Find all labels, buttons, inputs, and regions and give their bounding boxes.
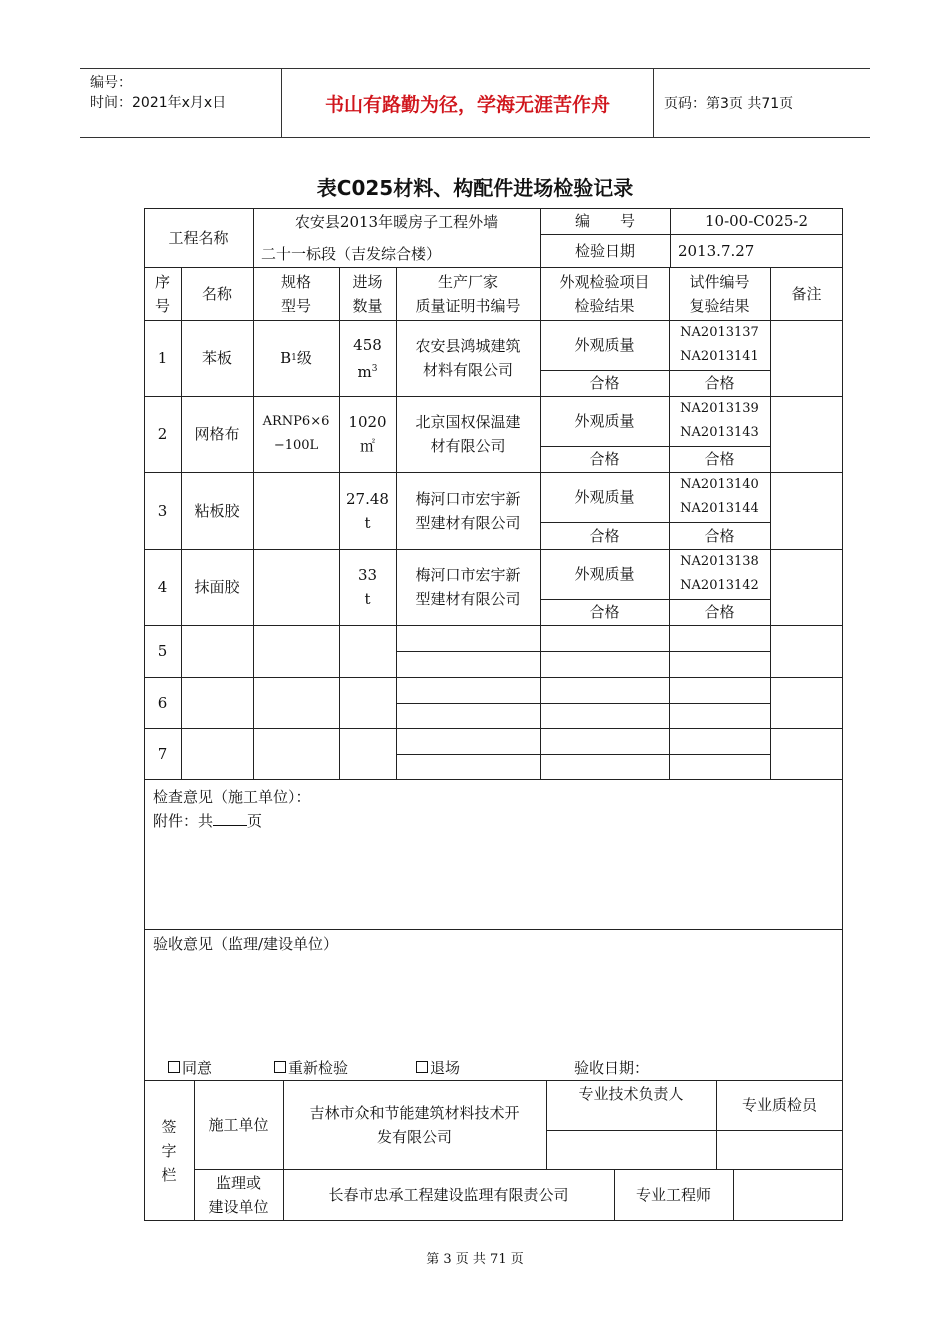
row-spec-main: ARNP6×6 [262, 414, 330, 429]
row-maker-line1: 北京国权保温建 [415, 413, 521, 431]
header-motto: 书山有路勤为径，学海无涯苦作舟 [324, 93, 610, 116]
row-sample-id: NA2013144 [680, 501, 759, 516]
grid-line [144, 677, 843, 678]
grid-line [396, 754, 770, 755]
col-header-sample [669, 267, 770, 320]
acceptance-date-label: 验收日期： [574, 1059, 650, 1077]
supervision-unit-name: 长春市忠承工程建设监理有限责公司 [328, 1186, 569, 1204]
row-material-name: 网格布 [194, 425, 240, 443]
header-page-info: 页码：第3页 共71页 [664, 96, 794, 112]
page-header [80, 68, 870, 138]
row-inspect-result: 合格 [589, 603, 620, 621]
col-header-maker-line1: 生产厂家 [437, 272, 498, 291]
col-header-seq-line1: 序 [154, 272, 170, 291]
row-inspect-item: 外观质量 [574, 336, 635, 354]
row-sample-ids [669, 549, 770, 599]
attachment-prefix: 附件：共 [153, 812, 214, 830]
row-maker-line2: 材料有限公司 [422, 361, 513, 379]
header-divider [653, 69, 654, 137]
col-header-sample-line1: 试件编号 [689, 272, 750, 291]
row-qty [339, 396, 396, 472]
col-header-seq [144, 267, 181, 320]
signature-label-char: 栏 [161, 1165, 177, 1184]
row-sample-ids [669, 320, 770, 370]
col-header-inspect-line1: 外观检验项目 [559, 272, 650, 291]
row-sample-id: NA2013141 [680, 349, 759, 364]
construction-unit-name-line2: 发有限公司 [376, 1127, 452, 1146]
col-header-spec-line2: 型号 [280, 296, 311, 315]
col-header-maker-line2: 质量证明书编号 [415, 296, 521, 315]
row-qty-value: 27.48 [346, 489, 389, 508]
row-sample-id: NA2013137 [680, 325, 759, 340]
row-spec [253, 320, 339, 396]
grid-line [144, 625, 843, 626]
row-sample-ids [669, 396, 770, 446]
row-maker-line2: 型建材有限公司 [415, 513, 521, 532]
row-inspect-item: 外观质量 [574, 488, 635, 506]
number-value: 10-00-C025-2 [704, 212, 809, 230]
project-name-label: 工程名称 [168, 228, 229, 247]
col-header-qty-line1: 进场 [352, 272, 383, 291]
row-inspect-result: 合格 [589, 450, 620, 468]
col-header-spec-line1: 规格 [280, 272, 311, 291]
row-maker [396, 549, 540, 625]
attachment-count-blank[interactable] [213, 811, 247, 826]
option-return[interactable] [416, 1056, 460, 1080]
row-spec-tail: 级 [296, 349, 312, 367]
row-material-name: 粘板胶 [194, 501, 240, 520]
grid-line [546, 1130, 843, 1131]
qc-inspector-label: 专业质检员 [741, 1096, 817, 1114]
row-maker [396, 396, 540, 472]
row-sample-id: NA2013140 [680, 477, 759, 492]
number-label: 编 号 [574, 212, 635, 230]
row-sample-result: 合格 [704, 603, 735, 621]
construction-unit-name-line1: 吉林市众和节能建筑材料技术开 [309, 1103, 520, 1122]
signature-label-char: 签 [161, 1117, 177, 1136]
row-sample-result: 合格 [704, 450, 735, 468]
col-header-qty-line2: 数量 [352, 296, 383, 315]
header-meta [90, 73, 280, 113]
col-header-sample-line2: 复验结果 [689, 296, 750, 315]
row-spec-main: B [280, 349, 292, 367]
project-name-line2: 二十一标段（吉发综合楼） [261, 245, 442, 263]
row-sample-id: NA2013139 [680, 401, 759, 416]
col-header-spec [253, 267, 339, 320]
row-maker [396, 320, 540, 396]
row-sample-result: 合格 [704, 374, 735, 392]
col-header-name: 名称 [201, 284, 232, 303]
grid-line [396, 651, 770, 652]
attachment-suffix: 页 [247, 812, 263, 830]
check-opinion-label: 检查意见（施工单位）： [153, 788, 311, 806]
attachment-line [153, 809, 262, 833]
construction-unit-label: 施工单位 [208, 1115, 269, 1134]
page-footer: 第 3 页 共 71 页 [426, 1252, 524, 1267]
checkbox-icon[interactable] [168, 1061, 180, 1073]
signature-label-char: 字 [161, 1141, 177, 1160]
option-agree[interactable] [168, 1056, 212, 1080]
tech-lead-label: 专业技术负责人 [578, 1085, 684, 1103]
option-agree-label: 同意 [182, 1059, 213, 1077]
option-recheck-label: 重新检验 [288, 1059, 349, 1077]
acceptance-opinion-label: 验收意见（监理/建设单位） [153, 935, 339, 953]
row-seq: 4 [157, 578, 168, 596]
supervision-label-line1: 监理或 [215, 1174, 261, 1192]
row-qty-value: 33 [357, 566, 378, 584]
checkbox-icon[interactable] [416, 1061, 428, 1073]
document-title: 表C025材料、构配件进场检验记录 [316, 176, 634, 200]
inspection-record-table [144, 208, 843, 1221]
row-seq: 6 [157, 693, 168, 712]
col-header-inspect-line2: 检验结果 [574, 296, 635, 315]
row-qty [339, 320, 396, 396]
row-qty-unit: t [364, 590, 371, 608]
inspection-date-value: 2013.7.27 [678, 241, 755, 260]
row-qty [339, 549, 396, 625]
signature-section-label [144, 1080, 194, 1221]
row-material-name: 苯板 [201, 349, 232, 367]
grid-line [144, 929, 843, 930]
row-qty [339, 472, 396, 549]
option-return-label: 退场 [430, 1059, 461, 1077]
row-sample-id: NA2013142 [680, 578, 759, 593]
row-seq: 2 [157, 425, 168, 443]
row-material-name: 抹面胶 [194, 578, 240, 596]
supervision-unit-label [194, 1169, 283, 1221]
row-seq: 7 [157, 744, 168, 763]
row-sample-result: 合格 [704, 526, 735, 545]
option-recheck[interactable] [274, 1056, 348, 1080]
header-time-label: 时间：2021年x月x日 [90, 95, 227, 111]
row-sample-id: NA2013143 [680, 425, 759, 440]
row-seq: 1 [157, 349, 168, 367]
inspection-date-label: 检验日期 [574, 241, 635, 260]
col-header-maker [396, 267, 540, 320]
col-header-seq-line2: 号 [154, 296, 170, 315]
supervision-label-line2: 建设单位 [208, 1198, 269, 1216]
grid-line [144, 779, 843, 780]
grid-line [842, 208, 843, 1221]
construction-unit-name [283, 1080, 546, 1169]
row-inspect-result: 合格 [589, 374, 620, 392]
row-spec-line2: −100L [273, 438, 319, 453]
row-qty-unit: t [364, 513, 371, 532]
row-maker-line1: 梅河口市宏宇新 [415, 566, 521, 584]
row-qty-unit: m [357, 362, 372, 381]
engineer-label: 专业工程师 [635, 1186, 711, 1204]
grid-line [733, 1169, 734, 1221]
row-sample-ids [669, 472, 770, 522]
row-maker-line1: 梅河口市宏宇新 [415, 489, 521, 508]
row-inspect-item: 外观质量 [574, 412, 635, 430]
row-maker [396, 472, 540, 549]
grid-line [396, 703, 770, 704]
row-qty-unit-sup: 3 [371, 363, 378, 374]
grid-line [144, 728, 843, 729]
row-qty-value: 1020 [348, 413, 387, 431]
row-maker-line1: 农安县鸿城建筑 [415, 337, 521, 355]
row-spec [253, 396, 339, 472]
header-number-label: 编号： [90, 75, 132, 91]
row-inspect-item: 外观质量 [574, 565, 635, 583]
row-qty-unit: ㎡ [359, 437, 375, 455]
col-header-qty [339, 267, 396, 320]
grid-line [770, 267, 771, 779]
row-seq: 5 [157, 642, 168, 660]
col-header-remark: 备注 [791, 284, 822, 303]
row-maker-line2: 型建材有限公司 [415, 590, 521, 608]
project-name-line1: 农安县2013年暖房子工程外墙 [294, 212, 499, 231]
row-inspect-result: 合格 [589, 526, 620, 545]
row-sample-id: NA2013138 [680, 554, 759, 569]
checkbox-icon[interactable] [274, 1061, 286, 1073]
col-header-inspect [540, 267, 669, 320]
row-qty-value: 458 [353, 335, 382, 354]
row-maker-line2: 材有限公司 [430, 437, 506, 455]
row-spec-sub: 1 [291, 353, 297, 363]
row-qty-unit-wrap [358, 357, 378, 384]
row-seq: 3 [157, 501, 168, 520]
